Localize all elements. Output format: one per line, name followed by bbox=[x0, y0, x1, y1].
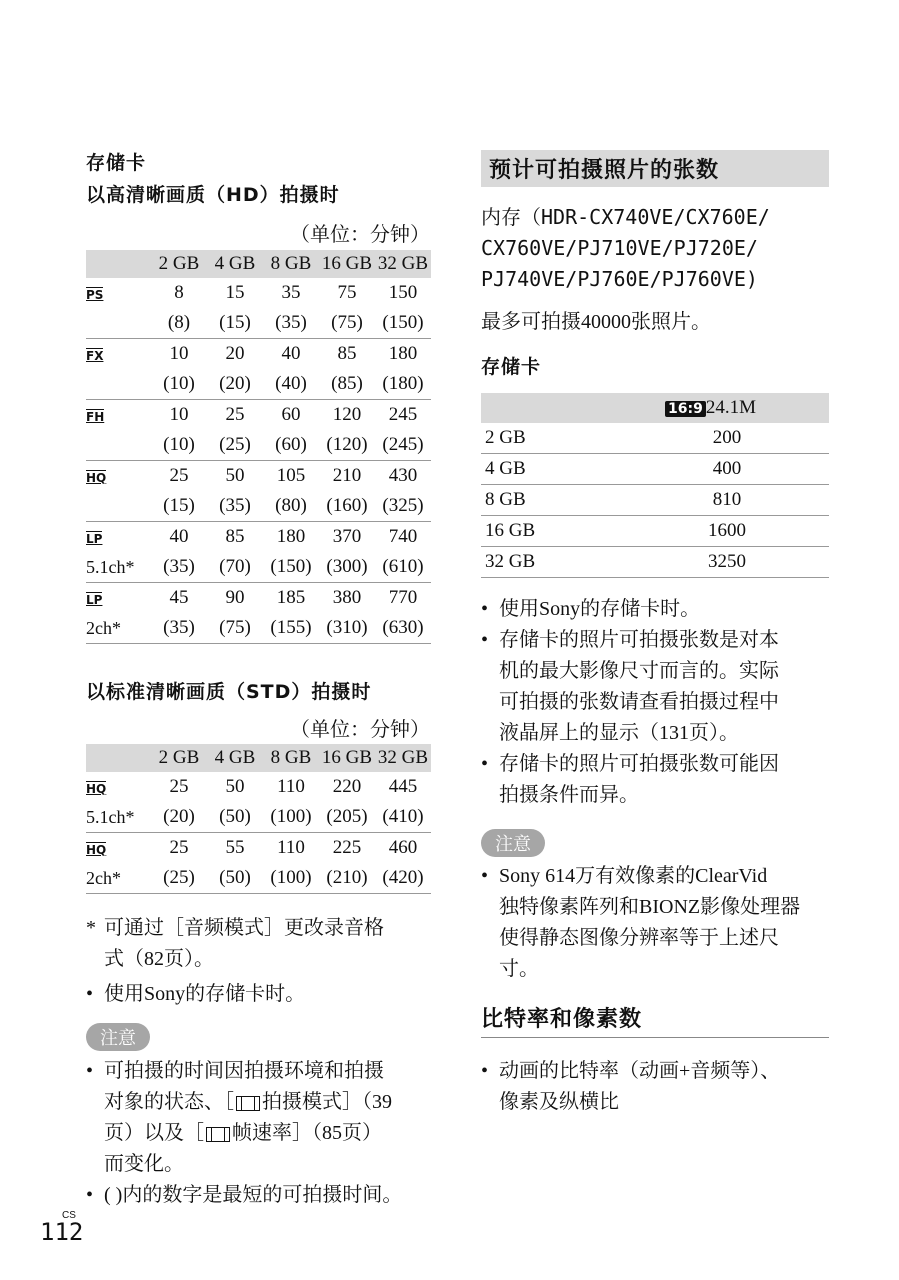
mode-fh-icon: FH bbox=[86, 409, 105, 424]
photo-count-table bbox=[481, 393, 829, 578]
bullet-dot-icon: • bbox=[481, 629, 489, 651]
table-cell: 60 bbox=[281, 404, 301, 425]
bullet-line: Sony 614万有效像素的ClearVid bbox=[499, 865, 768, 887]
table-cell: 25 bbox=[169, 465, 189, 486]
table-cell: 45 bbox=[169, 587, 189, 608]
table-cell: 200 bbox=[625, 423, 829, 454]
bullet-line: 拍摄条件而异。 bbox=[499, 784, 639, 806]
table-cell: (300) bbox=[319, 552, 375, 583]
table-cell: 445 bbox=[388, 776, 418, 797]
table-cell: (35) bbox=[151, 613, 207, 644]
table-row bbox=[481, 454, 829, 485]
table-cell: 810 bbox=[625, 485, 829, 516]
table-cell: (50) bbox=[207, 863, 263, 894]
table-cell: 85 bbox=[225, 526, 245, 547]
table-cell: 110 bbox=[277, 776, 305, 797]
table-cell: (85) bbox=[319, 369, 375, 400]
card-title: 存储卡 bbox=[481, 356, 542, 378]
list-item bbox=[86, 1180, 446, 1211]
list-item bbox=[481, 594, 826, 625]
table-cell: 430 bbox=[388, 465, 418, 486]
bullet-line: 动画的比特率（动画+音频等）、 bbox=[499, 1060, 781, 1082]
row-label bbox=[86, 491, 151, 522]
column-header: 2 GB bbox=[151, 744, 207, 772]
table-header-corner bbox=[86, 744, 151, 772]
table-cell: 10 bbox=[169, 404, 189, 425]
bullet-dot-icon: • bbox=[481, 1060, 489, 1082]
table-cell: 770 bbox=[388, 587, 418, 608]
bullet-dot-icon: • bbox=[86, 1184, 94, 1206]
table-cell: (35) bbox=[263, 308, 319, 339]
bullet-line: 机的最大影像尺寸而言的。实际 bbox=[499, 660, 779, 682]
bullet-line: 独特像素阵列和BIONZ影像处理器 bbox=[499, 896, 801, 918]
movie-film-icon bbox=[236, 1096, 260, 1111]
bullet-dot-icon: • bbox=[481, 865, 489, 887]
table-cell: 1600 bbox=[625, 516, 829, 547]
footnote-line: 可通过［音频模式］更改录音格 bbox=[104, 917, 384, 939]
hd-title: 以高清晰画质（HD）拍摄时 bbox=[86, 184, 340, 206]
aspect-16-9-icon: 16:9 bbox=[665, 401, 706, 417]
table-cell: 400 bbox=[625, 454, 829, 485]
table-cell: 25 bbox=[169, 837, 189, 858]
row-label: 2ch* bbox=[86, 863, 151, 894]
list-item bbox=[481, 625, 826, 749]
column-header: 4 GB bbox=[207, 250, 263, 278]
table-cell: (70) bbox=[207, 552, 263, 583]
table-cell: 90 bbox=[225, 587, 245, 608]
table-header-corner bbox=[86, 250, 151, 278]
bullet-line bbox=[104, 1087, 446, 1118]
bullet-line: 存储卡的照片可拍摄张数是对本 bbox=[499, 629, 779, 651]
table-cell: (80) bbox=[263, 491, 319, 522]
right-caution-list bbox=[481, 861, 826, 985]
table-cell: 460 bbox=[388, 837, 418, 858]
mode-ps-icon: PS bbox=[86, 287, 104, 302]
table-cell: (120) bbox=[319, 430, 375, 461]
table-cell: 180 bbox=[388, 343, 418, 364]
table-cell: 120 bbox=[332, 404, 362, 425]
bullet-line: 可拍摄的时间因拍摄环境和拍摄 bbox=[104, 1060, 384, 1082]
table-cell: (10) bbox=[151, 369, 207, 400]
bullet-text: 帧速率］（85页） bbox=[232, 1122, 382, 1144]
table-cell: (60) bbox=[263, 430, 319, 461]
table-cell: (210) bbox=[319, 863, 375, 894]
internal-memory-line: PJ740VE/PJ760E/PJ760VE) bbox=[481, 267, 758, 291]
table-cell: 185 bbox=[276, 587, 306, 608]
table-cell: (25) bbox=[151, 863, 207, 894]
bitrate-section-title: 比特率和像素数 bbox=[481, 1002, 829, 1038]
table-cell: (420) bbox=[375, 863, 431, 894]
hd-unit: （单位：分钟） bbox=[290, 224, 430, 246]
table-cell: 55 bbox=[225, 837, 245, 858]
photo-count-section-title: 预计可拍摄照片的张数 bbox=[481, 150, 829, 187]
bullet-text: 使用Sony的存储卡时。 bbox=[499, 598, 701, 620]
note-badge: 注意 bbox=[481, 829, 545, 857]
table-cell: (325) bbox=[375, 491, 431, 522]
table-cell: 16 GB bbox=[481, 516, 625, 547]
column-header: 8 GB bbox=[263, 250, 319, 278]
table-cell: 40 bbox=[281, 343, 301, 364]
row-label bbox=[86, 308, 151, 339]
table-cell: 3250 bbox=[625, 547, 829, 578]
left-caution-list bbox=[86, 1056, 446, 1211]
bullet-line: 存储卡的照片可拍摄张数可能因 bbox=[499, 753, 779, 775]
table-cell: 15 bbox=[225, 282, 245, 303]
left-notes bbox=[86, 913, 431, 1010]
table-cell: (15) bbox=[207, 308, 263, 339]
table-row bbox=[481, 485, 829, 516]
column-header: 32 GB bbox=[375, 744, 431, 772]
table-cell: (100) bbox=[263, 863, 319, 894]
table-row bbox=[481, 547, 829, 578]
table-cell: 220 bbox=[332, 776, 362, 797]
table-cell: (35) bbox=[151, 552, 207, 583]
table-cell: 225 bbox=[332, 837, 362, 858]
bullet-dot-icon: • bbox=[86, 983, 94, 1005]
hd-recording-time-table bbox=[86, 250, 431, 644]
row-label bbox=[86, 369, 151, 400]
table-cell: 75 bbox=[337, 282, 357, 303]
table-cell: 8 GB bbox=[481, 485, 625, 516]
column-header: 2 GB bbox=[151, 250, 207, 278]
table-cell: 50 bbox=[225, 776, 245, 797]
table-cell: (25) bbox=[207, 430, 263, 461]
table-cell: 8 bbox=[174, 282, 184, 303]
table-cell: (630) bbox=[375, 613, 431, 644]
table-cell: 110 bbox=[277, 837, 305, 858]
mode-hq-icon: HQ bbox=[86, 470, 107, 485]
column-header: 16 GB bbox=[319, 744, 375, 772]
bullet-text: 拍摄模式］（39 bbox=[262, 1091, 392, 1113]
internal-memory-block bbox=[481, 202, 770, 295]
mode-fx-icon: FX bbox=[86, 348, 104, 363]
column-header bbox=[625, 393, 829, 423]
list-item bbox=[86, 979, 431, 1010]
table-cell: (10) bbox=[151, 430, 207, 461]
table-cell: 50 bbox=[225, 465, 245, 486]
bullet-text: 使用Sony的存储卡时。 bbox=[104, 983, 306, 1005]
std-recording-time-table bbox=[86, 744, 431, 894]
table-cell: (155) bbox=[263, 613, 319, 644]
bullet-text: ( )内的数字是最短的可拍摄时间。 bbox=[104, 1184, 403, 1206]
table-cell: (180) bbox=[375, 369, 431, 400]
mode-lp-icon: LP bbox=[86, 592, 103, 607]
list-item bbox=[481, 1056, 826, 1118]
std-unit: （单位：分钟） bbox=[290, 719, 430, 741]
footnote-marker: * bbox=[86, 917, 96, 939]
table-cell: 40 bbox=[169, 526, 189, 547]
internal-memory-line: CX760VE/PJ710VE/PJ720E/ bbox=[481, 236, 758, 260]
table-cell: (150) bbox=[263, 552, 319, 583]
bullet-line: 像素及纵横比 bbox=[499, 1091, 619, 1113]
table-row bbox=[481, 516, 829, 547]
column-header: 8 GB bbox=[263, 744, 319, 772]
table-cell: (15) bbox=[151, 491, 207, 522]
table-cell: 180 bbox=[276, 526, 306, 547]
table-cell: (310) bbox=[319, 613, 375, 644]
bullet-line: 而变化。 bbox=[104, 1153, 184, 1175]
list-item bbox=[481, 749, 826, 811]
table-cell: 370 bbox=[332, 526, 362, 547]
table-cell: (410) bbox=[375, 802, 431, 833]
table-cell: (100) bbox=[263, 802, 319, 833]
bullet-line bbox=[104, 1118, 446, 1149]
page-number: 112 bbox=[40, 1218, 84, 1246]
table-cell: (150) bbox=[375, 308, 431, 339]
footnote bbox=[86, 913, 431, 975]
row-label: 5.1ch* bbox=[86, 802, 151, 833]
table-cell: (50) bbox=[207, 802, 263, 833]
table-cell: 210 bbox=[332, 465, 362, 486]
table-cell: 32 GB bbox=[481, 547, 625, 578]
bullet-dot-icon: • bbox=[481, 753, 489, 775]
list-item bbox=[86, 1056, 446, 1180]
table-row bbox=[481, 423, 829, 454]
table-cell: 740 bbox=[388, 526, 418, 547]
bullet-text: 对象的状态、［ bbox=[104, 1091, 234, 1113]
column-header: 16 GB bbox=[319, 250, 375, 278]
table-cell: (245) bbox=[375, 430, 431, 461]
table-cell: (75) bbox=[207, 613, 263, 644]
table-cell: 150 bbox=[388, 282, 418, 303]
right-notes bbox=[481, 594, 826, 811]
row-label bbox=[86, 430, 151, 461]
table-cell: 25 bbox=[225, 404, 245, 425]
bullet-line: 液晶屏上的显示（131页）。 bbox=[499, 722, 739, 744]
table-cell: (20) bbox=[207, 369, 263, 400]
table-cell: 85 bbox=[337, 343, 357, 364]
internal-memory-desc: 最多可拍摄40000张照片。 bbox=[481, 311, 711, 333]
table-cell: (35) bbox=[207, 491, 263, 522]
bullet-dot-icon: • bbox=[86, 1060, 94, 1082]
movie-film-icon bbox=[206, 1127, 230, 1142]
table-cell: 20 bbox=[225, 343, 245, 364]
page-language: CS bbox=[62, 1210, 76, 1221]
footnote-line: 式（82页）。 bbox=[104, 948, 214, 970]
table-cell: (75) bbox=[319, 308, 375, 339]
left-section-title: 存储卡 bbox=[86, 152, 147, 174]
table-cell: 35 bbox=[281, 282, 301, 303]
resolution-label: 24.1M bbox=[705, 397, 756, 418]
table-cell: 4 GB bbox=[481, 454, 625, 485]
row-label: 5.1ch* bbox=[86, 552, 151, 583]
table-cell: (40) bbox=[263, 369, 319, 400]
table-header-corner bbox=[481, 393, 625, 423]
table-cell: 10 bbox=[169, 343, 189, 364]
internal-memory-line: 内存（HDR-CX740VE/CX760E/ bbox=[481, 205, 770, 229]
table-cell: 380 bbox=[332, 587, 362, 608]
note-badge: 注意 bbox=[86, 1023, 150, 1051]
table-cell: (8) bbox=[151, 308, 207, 339]
list-item bbox=[481, 861, 826, 985]
bullet-line: 使得静态图像分辨率等于上述尺 bbox=[499, 927, 779, 949]
column-header: 32 GB bbox=[375, 250, 431, 278]
mode-lp-icon: LP bbox=[86, 531, 103, 546]
table-cell: (160) bbox=[319, 491, 375, 522]
bullet-dot-icon: • bbox=[481, 598, 489, 620]
table-cell: (610) bbox=[375, 552, 431, 583]
table-cell: (205) bbox=[319, 802, 375, 833]
bullet-line: 寸。 bbox=[499, 958, 539, 980]
row-label: 2ch* bbox=[86, 613, 151, 644]
bullet-text: 页）以及［ bbox=[104, 1122, 204, 1144]
table-cell: (20) bbox=[151, 802, 207, 833]
bullet-line: 可拍摄的张数请查看拍摄过程中 bbox=[499, 691, 779, 713]
column-header: 4 GB bbox=[207, 744, 263, 772]
mode-hq-icon: HQ bbox=[86, 842, 107, 857]
table-cell: 2 GB bbox=[481, 423, 625, 454]
bitrate-list bbox=[481, 1056, 826, 1118]
table-cell: 245 bbox=[388, 404, 418, 425]
std-title: 以标准清晰画质（STD）拍摄时 bbox=[86, 681, 372, 703]
table-cell: 25 bbox=[169, 776, 189, 797]
mode-hq-icon: HQ bbox=[86, 781, 107, 796]
table-cell: 105 bbox=[276, 465, 306, 486]
